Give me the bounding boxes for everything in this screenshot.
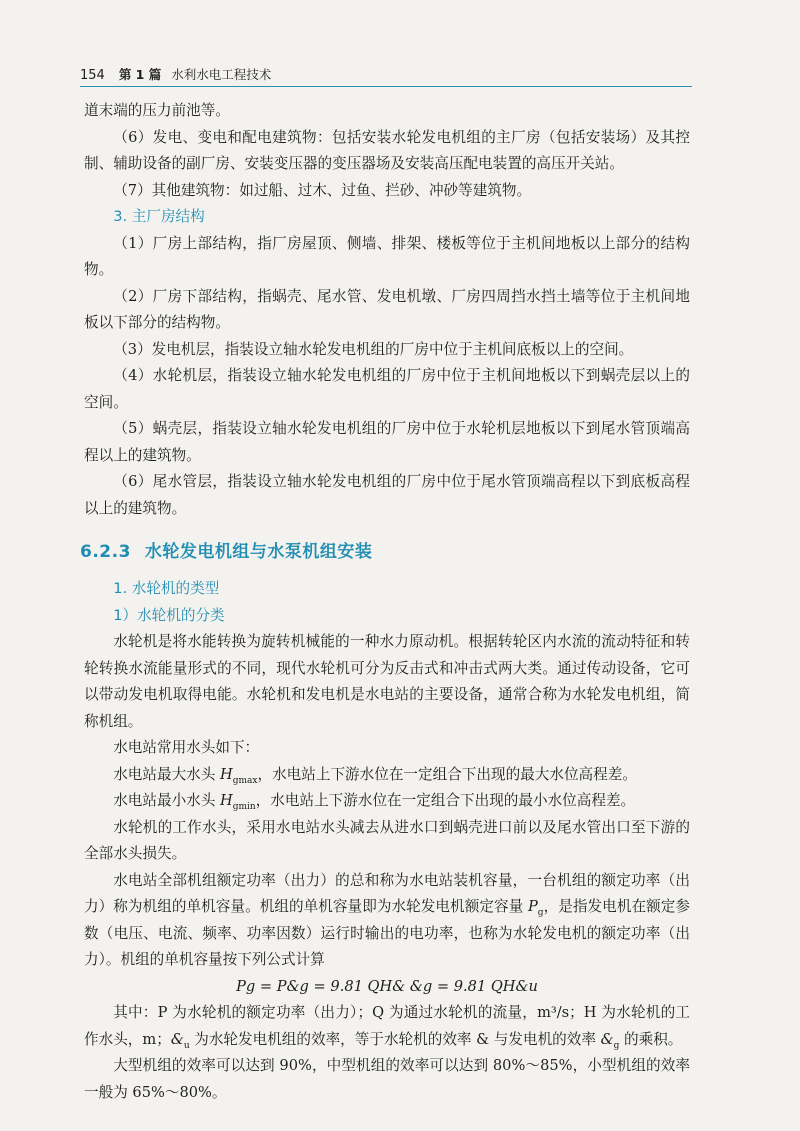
section-number: 6.2.3 xyxy=(80,542,131,562)
section-title: 水轮发电机组与水泵机组安装 xyxy=(144,542,373,562)
sub-gmax: gmax xyxy=(232,775,258,786)
paragraph-head-intro: 水电站常用水头如下： xyxy=(113,739,260,756)
heading-turbine-classification: 1）水轮机的分类 xyxy=(113,606,225,624)
paragraph-min-head: 水电站最小水头 $H_{gmin}$，水电站上下游水位在一定组合下出现的最小水位高程差。 xyxy=(113,792,636,812)
var-h: H xyxy=(219,792,233,809)
page-body xyxy=(80,98,690,1106)
paragraph-working-head: 水轮机的工作水头，采用水电站水头减去从进水口到蜗壳进口前以及尾水管出口至下游的全部水头损失。 xyxy=(84,818,690,862)
paragraph-efficiency: 大型机组的效率可以达到 90%，中型机组的效率可以达到 80%～85%，小型机组的效率一般为 65%～80%。 xyxy=(84,1057,690,1101)
var-p: P xyxy=(527,898,538,915)
paragraph-item-6: （6）发电、变电和配电建筑物：包括安装水轮发电机组的主厂房（包括安装场）及其控制、辅助设备的副厂房、安装变压器的变压器场及安装高压配电装置的高压开关站。 xyxy=(84,128,690,172)
paragraph-formula-explanation: 其中：P 为水轮机的额定功率（出力）；Q 为通过水轮机的流量，m³/s；H 为水轮机的工作水头，m；$\&_u$ 为水轮发电机组的效率，等于水轮机的效率 & 与发电机的效率 $\&_g$ 的乘积。 xyxy=(84,1004,690,1051)
var-h: H xyxy=(219,765,233,783)
paragraph-turbine-intro: 水轮机是将水能转换为旋转机械能的一种水力原动机。根据转轮区内水流的流动特征和转轮转换水流能量形式的不同，现代水轮机可分为反击式和冲击式两大类。通过传动设备，它可以带动发电机取得电能。水轮机和发电机是水电站的主要设备，通常合称为水轮发电机组，简称机组。 xyxy=(84,633,690,730)
structure-item-2: （2）厂房下部结构，指蜗壳、尾水管、发电机墩、厂房四周挡水挡土墙等位于主机间地板以下部分的结构物。 xyxy=(84,287,690,331)
running-header xyxy=(80,64,692,87)
book-title: 水利水电工程技术 xyxy=(171,67,272,82)
sub-gmin: gmin xyxy=(232,801,256,812)
structure-item-6: （6）尾水管层，指装设立轴水轮发电机组的厂房中位于尾水管顶端高程以下到底板高程以上的建筑物。 xyxy=(84,473,690,517)
paragraph-max-head: 水电站最大水头 $H_{gmax}$，水电站上下游水位在一定组合下出现的最大水位高程差。 xyxy=(113,765,637,786)
paragraph-item-7: （7）其他建筑物：如过船、过木、过鱼、拦砂、冲砂等建筑物。 xyxy=(113,181,532,199)
paragraph-continued: 道末端的压力前池等。 xyxy=(84,102,230,119)
sub-g: g xyxy=(537,907,544,918)
sub-g2: g xyxy=(613,1040,620,1051)
structure-item-4: （4）水轮机层，指装设立轴水轮发电机组的厂房中位于主机间地板以下到蜗壳层以上的空间。 xyxy=(84,367,690,411)
structure-item-1: （1）厂房上部结构，指厂房屋顶、侧墙、排架、楼板等位于主机间地板以上部分的结构物。 xyxy=(84,234,690,278)
heading-turbine-types: 1. 水轮机的类型 xyxy=(113,580,220,597)
var-efficiency-g: & xyxy=(600,1030,614,1048)
sub-u: u xyxy=(183,1040,190,1051)
page-number: 154 xyxy=(80,68,105,83)
paragraph-capacity: 水电站全部机组额定功率（出力）的总和称为水电站装机容量，一台机组的额定功率（出力）称为机组的单机容量。机组的单机容量即为水轮发电机额定容量 $P_g$，是指发电机在额定参数（电压、电流、频率、功率因数）运行时输出的电功率，也称为水轮发电机的额定功率（出力）。机组的单机容量按下列公式计算 xyxy=(84,871,690,968)
structure-item-3: （3）发电机层，指装设立轴水轮发电机组的厂房中位于主机间底板以上的空间。 xyxy=(113,340,634,358)
part-label: 第 1 篇 xyxy=(118,67,162,82)
structure-item-5: （5）蜗壳层，指装设立轴水轮发电机组的厂房中位于水轮机层地板以下到尾水管顶端高程以上的建筑物。 xyxy=(84,420,690,464)
var-efficiency: & xyxy=(170,1030,184,1048)
heading-main-powerhouse-structure: 3. 主厂房结构 xyxy=(113,208,205,225)
power-formula: Pg = P&g = 9.81 QH& &g = 9.81 QH&u xyxy=(236,977,538,995)
section-heading xyxy=(80,538,690,566)
